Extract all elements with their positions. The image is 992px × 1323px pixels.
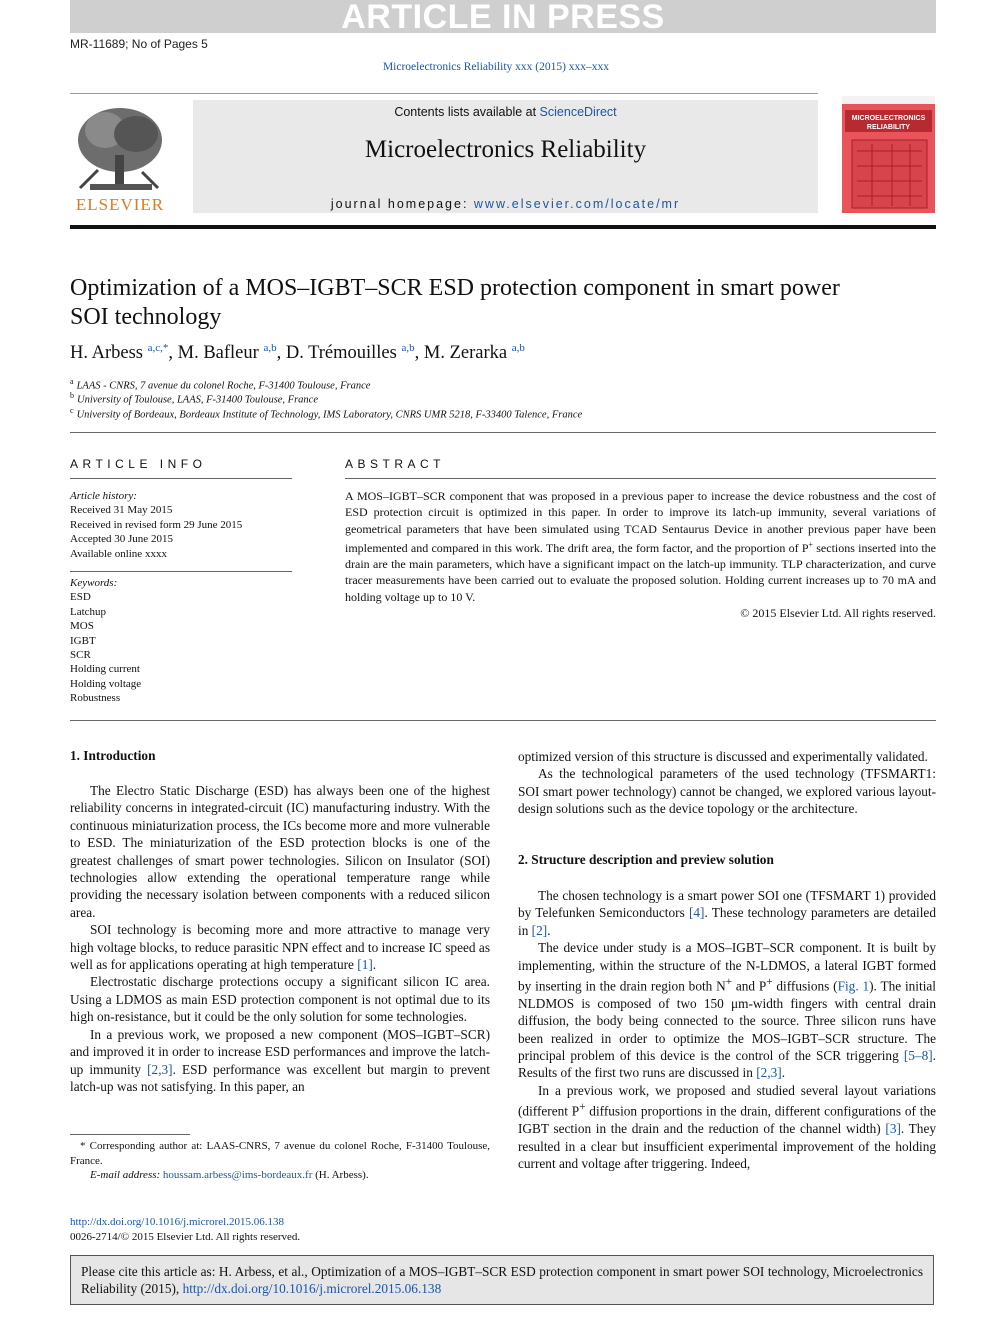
affiliation-mark: b [70,391,74,400]
author-name: M. Zerarka [423,343,508,364]
cover-title [842,114,935,132]
cite-text: Please cite this article as: H. Arbess, et al., Optimization of a MOS–IGBT–SCR ESD protection component in smart power SOI technology, Microelectronics Reliability (2015), [81,1264,923,1296]
history-item: Accepted 30 June 2015 [70,533,173,546]
reference-link[interactable]: [1] [357,957,373,973]
header-thick-rule [70,225,936,229]
journal-title: Microelectronics Reliability [364,136,647,163]
paragraph: optimized version of this structure is discussed and experimentally validated. [518,749,928,764]
author[interactable] [70,343,168,363]
abstract-text [345,488,936,621]
article-info-heading: ARTICLE INFO [70,457,207,471]
footnote-mark: * [80,1140,86,1152]
divider [70,571,292,572]
right-column [518,887,936,1172]
email-link[interactable]: houssam.arbess@ims-bordeaux.fr [162,1169,313,1181]
author-separator: , [168,343,178,364]
keyword: Holding voltage [70,677,142,690]
reference-link[interactable]: [2,3] [147,1061,173,1077]
affiliation-mark: a [70,377,74,386]
doi-block [70,1215,300,1244]
issn-line: 0026-2714/© 2015 Elsevier Ltd. All rights reserved. [70,1230,301,1243]
author[interactable] [178,343,277,363]
reference-link[interactable]: [5–8] [903,1048,933,1064]
elsevier-logo[interactable] [70,100,170,215]
text-run: . They resulted in a clear but insufficient experimental improvement of the holding current and voltage after triggering. Indeed, [518,1121,936,1171]
text-run: . These technology parameters are detailed in [518,905,936,938]
text-run: . ESD performance was excellent but margin to prevent latch-up was not satisfying. In this paper, an [70,1061,490,1094]
cover-title-line-1: MICROELECTRONICS [851,115,926,122]
affiliation-text: University of Toulouse, LAAS, F-31400 Toulouse, France [77,394,319,406]
superscript: + [579,1101,586,1114]
section-heading-introduction: 1. Introduction [70,748,156,763]
author[interactable] [286,343,415,363]
article-title [70,274,930,332]
text-run: The device under study is a MOS–IGBT–SCR component. It is built by implementing, within the structure of the N-LDMOS, a lateral IGBT formed by inserting in the drain region both N [518,940,936,994]
cite-doi-link[interactable]: http://dx.doi.org/10.1016/j.microrel.2015.06.138 [182,1280,442,1296]
keyword: Robustness [70,692,121,705]
article-in-press-banner [70,0,936,36]
abstract-part: sections inserted into the drain are the main parameters, which have a significant impact on the latch-up immunity. TLP characterization, and curve tracer measurements have been carried out to evaluate the proposed solution. Holding current increases up to 70 mA and holding voltage up to 10 V. [345,540,936,604]
footnote-divider [70,1134,190,1135]
superscript: + [766,976,773,989]
email-label: E-mail address: [90,1169,163,1181]
text-run: ). The initial NLDMOS is composed of two 150 μm-width fingers with central drain diffusion, the body being connected to the source. Three silicon runs have been realized in order to optimize the MOS–IGBT–SCR structure. The principal problem of this device is the control of the SCR triggering [518,978,936,1064]
title-line-1: Optimization of a MOS–IGBT–SCR ESD protection component in smart power [70,275,840,301]
divider [70,478,292,479]
footnote [70,1139,490,1183]
author-name: M. Bafleur [177,343,259,364]
elsevier-wordmark: ELSEVIER [75,195,165,214]
keywords-label: Keywords: [70,577,118,589]
text-run: . Results of the first two runs are discussed in [518,1048,936,1081]
author-separator: , [414,343,424,364]
superscript: + [808,539,814,549]
copyright: © 2015 Elsevier Ltd. All rights reserved. [740,606,936,621]
abstract-heading: ABSTRACT [345,457,446,471]
author-list [70,342,525,364]
divider [70,432,936,433]
author-separator: , [276,343,286,364]
reference-link[interactable]: [3] [885,1121,901,1137]
affiliation-text: University of Bordeaux, Bordeaux Institute of Technology, IMS Laboratory, CNRS UMR 5218, F-33400 Talence, France [76,409,583,421]
author-affil-marks[interactable]: a,b [263,342,277,354]
affiliation [70,406,582,421]
cite-this-article-box [70,1255,934,1305]
corresponding-author-text: Corresponding author at: LAAS-CNRS, 7 avenue du colonel Roche, F-31400 Toulouse, France. [70,1140,491,1167]
affiliation-text: LAAS - CNRS, 7 avenue du colonel Roche, F-31400 Toulouse, France [76,380,371,392]
text-run: . [781,1065,786,1081]
affiliation [70,377,370,392]
text-run: . [547,922,551,938]
reference-link[interactable]: [2] [531,922,548,938]
text-run: SOI technology is becoming more and more attractive to manage very high voltage blocks, to reduce parasitic NPN effect and to increase IC speed as well as for applications operating at high temperature [70,922,490,973]
superscript: + [725,976,733,989]
paragraph: Electrostatic discharge protections occupy a significant silicon IC area. Using a LDMOS as main ESD protection component is not optimal due to its high on-resistance, but it could be the only solution for some technologies. [70,974,490,1025]
abstract-part: A MOS–IGBT–SCR component that was proposed in a previous paper to increase the device robustness and the cost of ESD protection circuit is optimized in this paper. In order to improve its latch-up immunity, several variations of geometrical parameters that have been simulated using TCAD Sentaurus Device in another previous paper have been implemented and compared in this work. The drift area, the form factor, and the proportion of P [345,489,936,555]
paragraph [70,921,490,973]
homepage-link[interactable]: www.elsevier.com/locate/mr [473,197,681,211]
history-label: Article history: [70,490,137,502]
text-run: In a previous work, we proposed a new component (MOS–IGBT–SCR) and improved it in order to increase ESD performances and improve the latch-up immunity [70,1026,490,1077]
paragraph: As the technological parameters of the used technology (TFSMART1: SOI smart power technology) cannot be changed, we explored various layout-design solutions such as the device topology or the architecture. [518,766,936,817]
keywords [70,576,141,706]
contents-available [193,105,818,119]
journal-cover[interactable] [842,96,935,213]
text-run: In a previous work, we proposed and studied several layout variations (different P [518,1082,936,1119]
paragraph [518,1082,936,1172]
author-name: D. Trémouilles [285,343,397,364]
homepage-prefix: journal homepage: [330,197,474,211]
cover-title-line-2: RELIABILITY [866,124,911,131]
history-item: Received 31 May 2015 [70,504,173,517]
left-column [70,782,490,1095]
banner-text: ARTICLE IN PRESS [341,0,665,36]
author-affil-marks[interactable]: a,b [511,342,525,354]
right-column-top [518,748,936,818]
article-history [70,489,242,561]
author-name: H. Arbess [70,343,143,364]
journal-homepage [193,197,818,211]
text-run: and P [732,978,767,994]
email-suffix: (H. Arbess). [312,1169,369,1181]
corresponding-author-note [70,1139,490,1168]
keyword: SCR [70,649,91,662]
keyword: MOS [70,620,94,633]
history-item: Available online xxxx [70,547,167,560]
keyword: ESD [70,591,91,604]
header-top-rule [70,93,818,94]
reference-link[interactable]: [2,3] [756,1065,782,1081]
keyword: Holding current [70,663,140,676]
sciencedirect-link[interactable]: ScienceDirect [539,105,617,119]
reference-link[interactable]: [4] [688,905,705,921]
text-run: diffusions ( [772,978,838,994]
paragraph: The Electro Static Discharge (ESD) has always been one of the highest reliability concerns in integrated-circuit (IC) manufacturing industry. With the continuous miniaturization process, the ICs become more and more vulnerable to ESD. The miniaturization of the ESD protection blocks is one of the greatest challenges of smart power technologies. Silicon on Insulator (SOI) technologies allow extending the operational temperature range while providing the necessary isolation between components with a reduced silicon area. [70,783,490,920]
doi-link[interactable]: http://dx.doi.org/10.1016/j.microrel.2015.06.138 [70,1216,284,1228]
history-item: Received in revised form 29 June 2015 [70,518,243,531]
author-affil-marks[interactable]: a,c,* [147,342,169,354]
paragraph [518,887,936,939]
keyword: Latchup [70,605,107,618]
journal-citation-link[interactable]: Microelectronics Reliability xxx (2015) xxx–xxx [382,61,610,73]
manuscript-info: MR-11689; No of Pages 5 [70,37,208,51]
email-note [70,1168,490,1183]
text-run: diffusion proportions in the drain, different configurations of the IGBT section in the drain and the reduction of the channel width) [518,1103,936,1137]
text-run: The chosen technology is a smart power SOI one (TFSMART 1) provided by Telefunken Semiconductors [518,888,936,921]
author-affil-marks[interactable]: a,b [401,342,415,354]
keyword: IGBT [70,634,96,647]
contents-prefix: Contents lists available at [394,105,540,119]
affiliation-mark: c [70,406,74,415]
text-run: . [372,957,377,973]
affiliation [70,391,318,406]
section-heading-structure: 2. Structure description and preview solution [518,852,774,867]
paragraph [70,1026,490,1096]
paragraph [518,939,936,1082]
figure-link[interactable]: Fig. 1 [837,978,870,994]
author[interactable] [424,343,525,363]
divider [70,720,936,721]
title-line-2: SOI technology [70,304,222,330]
divider [345,478,936,479]
